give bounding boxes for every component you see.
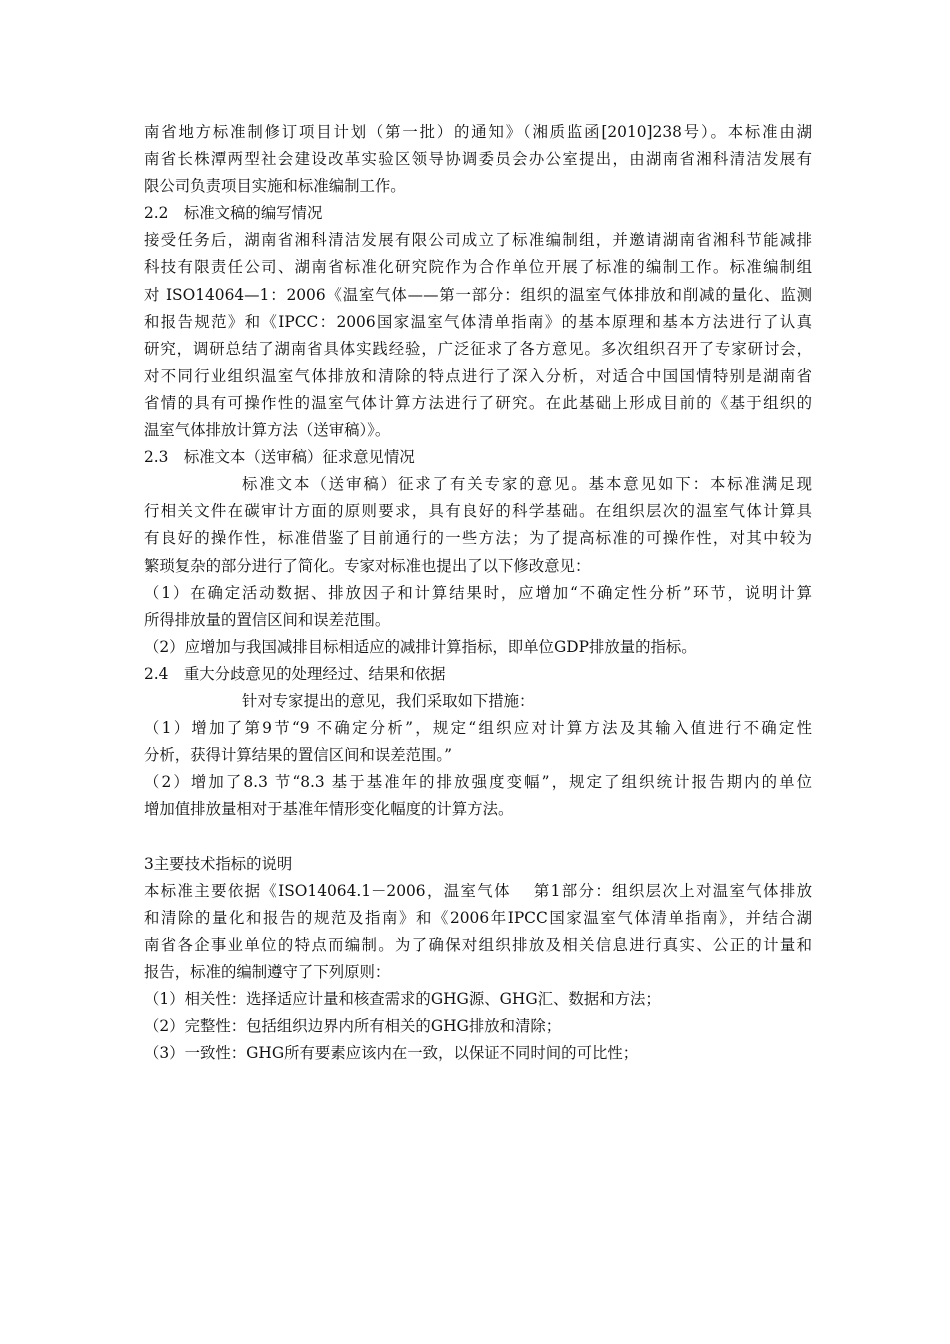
text-line: 对 ISO14064—1：2006《温室气体——第一部分：组织的温室气体排放和削减的量化、监测 [144,285,812,304]
text-line: 针对专家提出的意见，我们采取如下措施： [242,691,535,710]
document-body [144,119,812,1067]
text-line: 和报告规范》和《IPCC：2006国家温室气体清单指南》的基本原理和基本方法进行了认真 [144,312,812,331]
text-line: 温室气体排放计算方法（送审稿）》。 [144,421,391,440]
text-line: 南省长株潭两型社会建设改革实验区领导协调委员会办公室提出，由湖南省湘科清洁发展有 [144,150,812,169]
section-heading-3: 3主要技术指标的说明 [144,854,293,873]
list-item: （3）一致性：GHG所有要素应该内在一致，以保证不同时间的可比性； [144,1044,639,1063]
text-line: 和清除的量化和报告的规范及指南》和《2006年IPCC国家温室气体清单指南》，并结合湖 [144,908,812,927]
text-line: 对不同行业组织温室气体排放和清除的特点进行了深入分析，对适合中国国情特别是湖南省 [144,366,812,385]
text-line: 分析，获得计算结果的置信区间和误差范围。” [144,746,452,765]
list-item: （1）增加了第9节“9 不确定分析”，规定“组织应对计算方法及其输入值进行不确定性 [144,719,812,738]
blank-line [144,823,812,850]
text-line: 标准文本（送审稿）征求了有关专家的意见。基本意见如下：本标准满足现 [242,475,812,494]
text-line: 有良好的操作性，标准借鉴了目前通行的一些方法；为了提高标准的可操作性，对其中较为 [144,529,812,548]
section-heading-2-4: 2.4 重大分歧意见的处理经过、结果和依据 [144,664,446,683]
text-line: 繁琐复杂的部分进行了简化。专家对标准也提出了以下修改意见： [144,556,591,575]
section-heading-2-2: 2.2 标准文稿的编写情况 [144,204,323,223]
text-line: 限公司负责项目实施和标准编制工作。 [144,177,406,196]
list-item: （2）应增加与我国减排目标相适应的减排计算指标，即单位GDP排放量的指标。 [144,637,697,656]
text-line: 报告，标准的编制遵守了下列原则： [144,962,391,981]
list-item: （2）完整性：包括组织边界内所有相关的GHG排放和清除； [144,1017,562,1036]
text-line: 科技有限责任公司、湖南省标准化研究院作为合作单位开展了标准的编制工作。标准编制组 [144,258,812,277]
text-line: 研究，调研总结了湖南省具体实践经验，广泛征求了各方意见。多次组织召开了专家研讨会， [144,339,812,358]
text-line: 省情的具有可操作性的温室气体计算方法进行了研究。在此基础上形成目前的《基于组织的 [144,393,812,412]
list-item: （1）在确定活动数据、排放因子和计算结果时，应增加“不确定性分析”环节，说明计算 [144,583,812,602]
list-item: （1）相关性：选择适应计量和核查需求的GHG源、GHG汇、数据和方法； [144,990,661,1008]
list-item: （2）增加了8.3 节“8.3 基于基准年的排放强度变幅”，规定了组织统计报告期内的单位 [144,773,812,792]
text-line: 所得排放量的置信区间和误差范围。 [144,610,391,629]
text-line: 行相关文件在碳审计方面的原则要求，具有良好的科学基础。在组织层次的温室气体计算具 [144,502,812,521]
text-line: 接受任务后，湖南省湘科清洁发展有限公司成立了标准编制组，并邀请湖南省湘科节能减排 [144,231,812,250]
section-heading-2-3: 2.3 标准文本（送审稿）征求意见情况 [144,448,415,467]
text-line: 增加值排放量相对于基准年情形变化幅度的计算方法。 [144,800,514,819]
text-line: 南省地方标准制修订项目计划（第一批）的通知》（湘质监函[2010]238号）。本标准由湖 [144,123,812,141]
text-line: 本标准主要依据《ISO14064.1－2006，温室气体 第1部分：组织层次上对温室气体排放 [144,881,812,900]
text-line: 南省各企事业单位的特点而编制。为了确保对组织排放及相关信息进行真实、公正的计量和 [144,935,812,954]
